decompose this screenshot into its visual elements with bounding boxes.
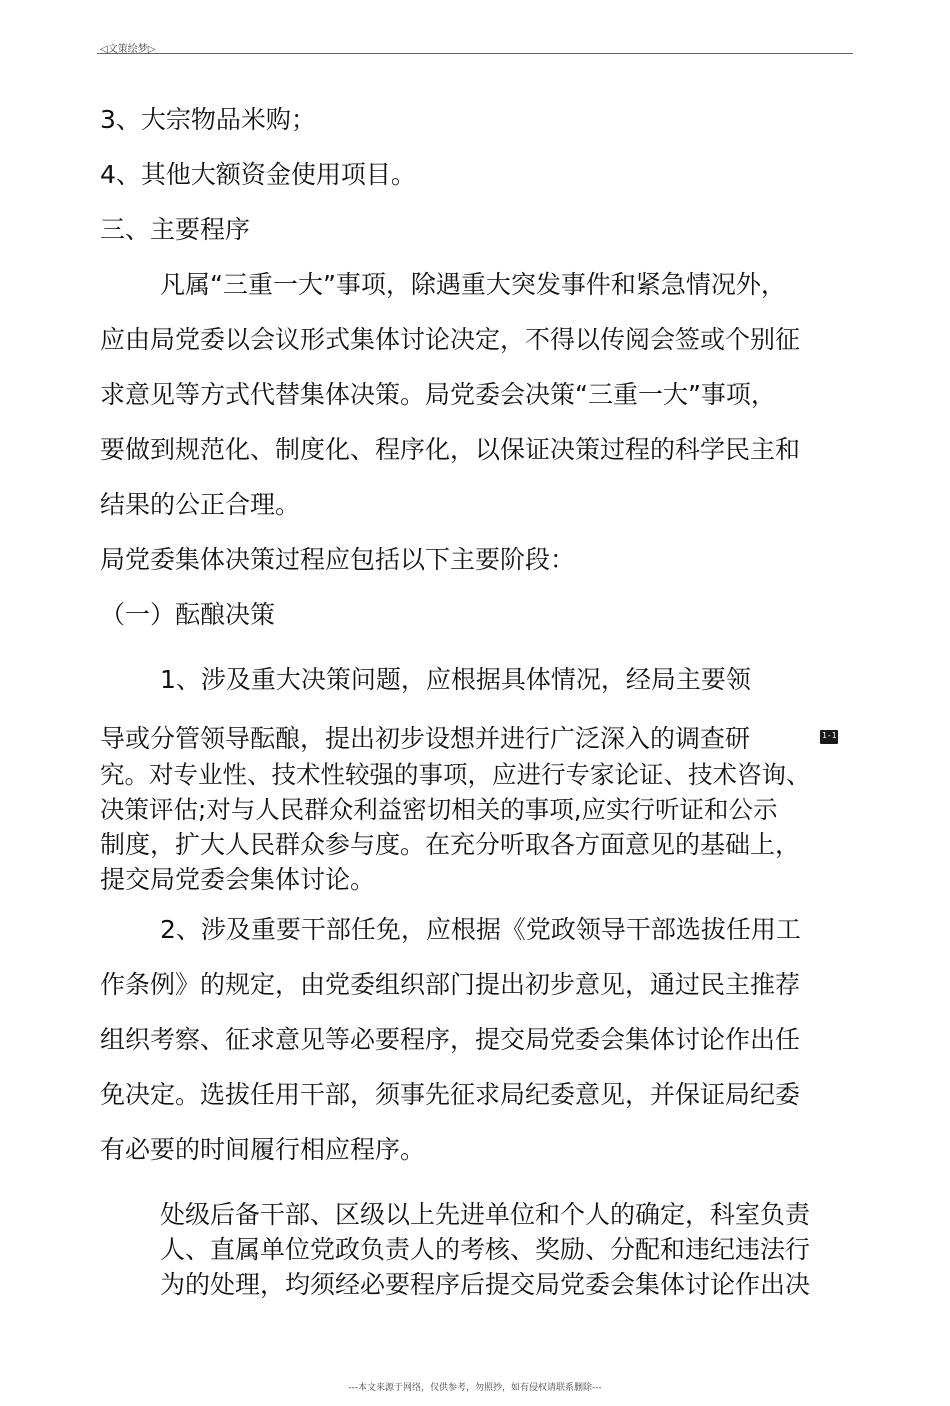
paragraph-line: 组织考察、征求意见等必要程序，提交局党委会集体讨论作出任 bbox=[100, 1025, 801, 1054]
paragraph-line: 导或分管领导酝酿，提出初步设想并进行广泛深入的调查研 bbox=[100, 724, 751, 753]
paragraph-line: 提交局党委会集体讨论。 bbox=[100, 865, 376, 894]
page-footer: ---本文来源于网络，仅供参考，勿照抄，如有侵权请联系删除--- bbox=[348, 1383, 602, 1393]
paragraph-line: 结果的公正合理。 bbox=[100, 490, 301, 519]
paragraph-line: 凡属“三重一大”事项，除遇重大突发事件和紧急情况外， bbox=[160, 270, 786, 299]
paragraph-line: 作条例》的规定，由党委组织部门提出初步意见，通过民主推荐 bbox=[100, 970, 801, 999]
paragraph-line: 2、涉及重要干部任免，应根据《党政领导干部选拔任用工 bbox=[160, 915, 801, 944]
paragraph-line: 人、直属单位党政负责人的考核、奖励、分配和违纪违法行 bbox=[160, 1235, 811, 1264]
paragraph-line: 究。对专业性、技术性较强的事项，应进行专家论证、技术咨询、 bbox=[100, 760, 811, 789]
paragraph-line: 处级后备干部、区级以上先进单位和个人的确定，科室负责 bbox=[160, 1200, 811, 1229]
paragraph-line: 求意见等方式代替集体决策。局党委会决策“三重一大”事项， bbox=[100, 380, 776, 409]
paragraph-line: 免决定。选拔任用干部，须事先征求局纪委意见，并保证局纪委 bbox=[100, 1080, 801, 1109]
paragraph-line: 决策评估;对与人民群众利益密切相关的事项,应实行听证和公示 bbox=[100, 795, 778, 824]
page-header: ◁文策绘梦▷ bbox=[100, 44, 156, 55]
subsection-heading-1: （一）酝酿决策 bbox=[100, 600, 276, 629]
list-item-4: 4、其他大额资金使用项目。 bbox=[100, 160, 416, 189]
paragraph-line: 要做到规范化、制度化、程序化，以保证决策过程的科学民主和 bbox=[100, 435, 801, 464]
paragraph-line: 为的处理，均须经必要程序后提交局党委会集体讨论作出决 bbox=[160, 1270, 811, 1299]
paragraph-line: 局党委集体决策过程应包括以下主要阶段： bbox=[100, 545, 576, 574]
list-item-3: 3、大宗物品米购； bbox=[100, 105, 316, 134]
paragraph-line: 有必要的时间履行相应程序。 bbox=[100, 1135, 426, 1164]
paragraph-line: 应由局党委以会议形式集体讨论决定，不得以传阅会签或个别征 bbox=[100, 325, 801, 354]
page-marker-label: 1-1 bbox=[822, 731, 837, 740]
section-heading-3: 三、主要程序 bbox=[100, 215, 251, 244]
header-divider bbox=[97, 53, 853, 54]
paragraph-line: 1、涉及重大决策问题，应根据具体情况，经局主要领 bbox=[160, 665, 751, 694]
page-marker-icon bbox=[820, 730, 838, 744]
paragraph-line: 制度，扩大人民群众参与度。在充分听取各方面意见的基础上， bbox=[100, 830, 801, 859]
